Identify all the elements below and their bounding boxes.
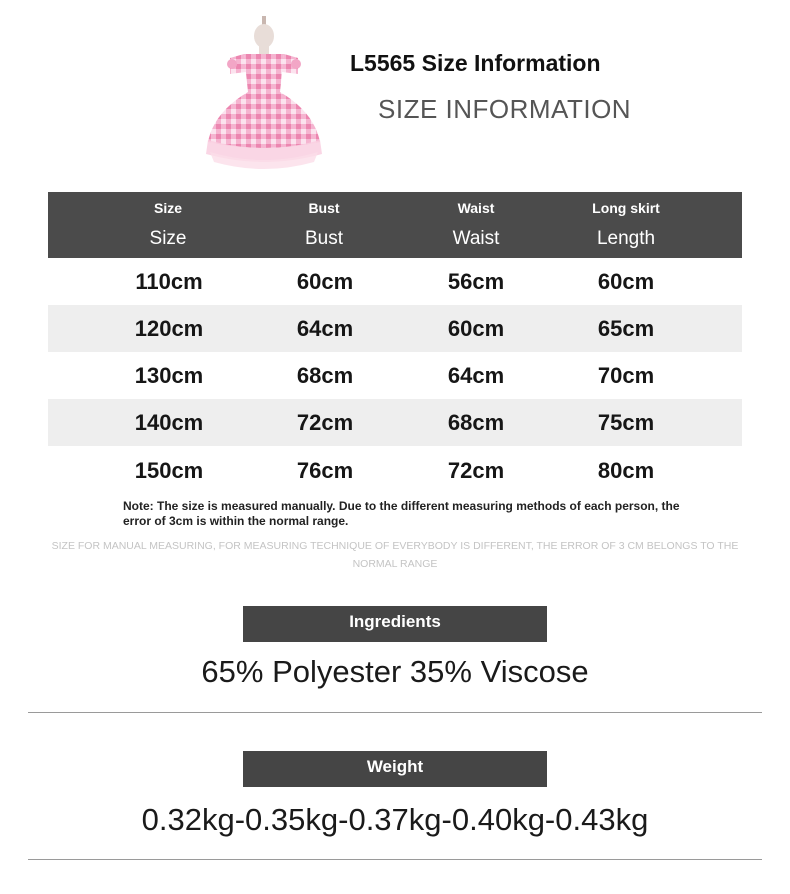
table-row	[48, 305, 742, 352]
table-cell-length: 65cm	[597, 316, 655, 341]
measurement-note: Note: The size is measured manually. Due to the different measuring methods of each person, the error of 3cm is within the normal range.	[123, 499, 680, 528]
table-cell-size: 120cm	[134, 316, 204, 341]
ingredients-label: Ingredients	[243, 606, 547, 642]
measurement-note-caption: SIZE FOR MANUAL MEASURING, FOR MEASURING TECHNIQUE OF EVERYBODY IS DIFFERENT, THE ERROR OF 3 CM BELONGS TO THE NORMAL RANGE	[51, 540, 739, 570]
table-cell-size: 110cm	[135, 269, 203, 294]
divider	[28, 859, 762, 860]
table-row	[48, 399, 742, 446]
table-cell-waist: 64cm	[447, 363, 505, 388]
column-header-bottom: Waist	[452, 228, 500, 249]
table-cell-length: 60cm	[597, 269, 655, 294]
divider	[28, 712, 762, 713]
column-header-bottom: Size	[149, 228, 187, 249]
table-cell-size: 140cm	[134, 410, 204, 435]
table-cell-waist: 72cm	[447, 458, 505, 483]
table-row	[48, 352, 742, 399]
table-cell-waist: 60cm	[447, 316, 505, 341]
page-title: L5565 Size Information	[350, 50, 601, 76]
weight-value: 0.32kg-0.35kg-0.37kg-0.40kg-0.43kg	[141, 802, 649, 837]
table-cell-waist: 56cm	[447, 269, 505, 294]
column-header-bottom: Bust	[304, 228, 344, 249]
table-cell-waist: 68cm	[447, 410, 505, 435]
table-cell-length: 75cm	[597, 410, 655, 435]
column-header-top: Bust	[308, 200, 340, 216]
table-row	[48, 447, 742, 494]
table-cell-bust: 60cm	[296, 269, 354, 294]
table-row	[48, 258, 742, 305]
product-image	[196, 14, 336, 174]
table-cell-length: 80cm	[597, 458, 655, 483]
table-cell-bust: 72cm	[296, 410, 354, 435]
ingredients-value: 65% Polyester 35% Viscose	[201, 654, 589, 689]
column-header-top: Size	[153, 200, 182, 216]
table-cell-size: 150cm	[134, 458, 204, 483]
weight-label: Weight	[243, 751, 547, 787]
table-cell-bust: 68cm	[296, 363, 354, 388]
column-header-top: Waist	[457, 200, 495, 216]
size-table-header	[48, 192, 742, 258]
table-cell-bust: 76cm	[296, 458, 354, 483]
table-cell-bust: 64cm	[296, 316, 354, 341]
column-header-bottom: Length	[596, 228, 656, 249]
page-subtitle: SIZE INFORMATION	[378, 94, 632, 124]
table-cell-size: 130cm	[134, 363, 204, 388]
dress-illustration	[196, 14, 336, 174]
column-header-top: Long skirt	[592, 200, 660, 216]
table-cell-length: 70cm	[597, 363, 655, 388]
